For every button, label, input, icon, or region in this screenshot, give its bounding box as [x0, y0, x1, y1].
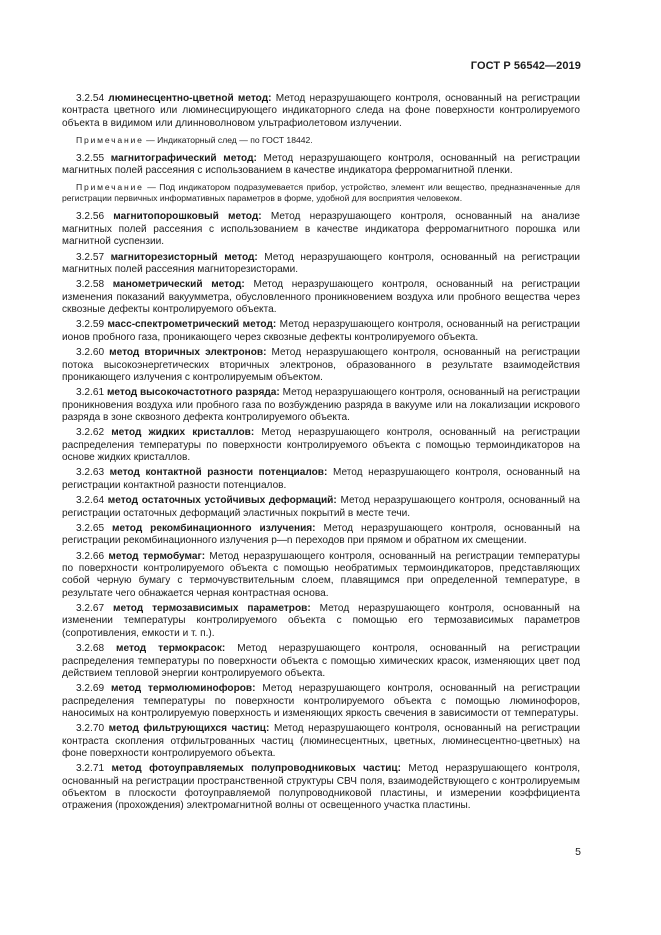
- term-name: манометрический метод:: [112, 279, 245, 291]
- term-number: 3.2.61: [76, 387, 105, 399]
- term-text: Метод неразрушающего контроля, основанный на регистрации распределения температуры по поверхности контролируемого объекта с помощью люминофоров, наносимых на контролируемую поверхность и изменяющих яркость свечения в зависимости от температуры.: [62, 683, 580, 719]
- term-name: магниторезисторный метод:: [110, 251, 258, 263]
- term-definition: [62, 603, 580, 640]
- term-definition: [62, 319, 580, 344]
- term-name: метод жидких кристаллов:: [111, 427, 255, 439]
- term-text: Метод неразрушающего контроля, основанный на регистрации контактной разности потенциалов.: [62, 467, 580, 491]
- term-number: 3.2.57: [76, 251, 105, 263]
- term-name: метод фотоуправляемых полупроводниковых частиц:: [111, 763, 401, 775]
- term-name: метод остаточных устойчивых деформаций:: [107, 495, 337, 507]
- term-name: метод рекомбинационного излучения:: [112, 523, 316, 534]
- term-definition: [62, 93, 580, 130]
- term-definition: [62, 763, 580, 812]
- term-text: Метод неразрушающего контроля, основанный на анализе магнитных полей рассеяния с использованием в качестве индикатора ферромагнитного порошка или магнитной суспензии.: [62, 211, 581, 248]
- term-name: метод термолюминофоров:: [110, 683, 256, 695]
- note-paragraph: [62, 135, 580, 146]
- term-definition: [62, 723, 580, 760]
- term-name: метод контактной разности потенциалов:: [109, 467, 328, 479]
- term-definition: [62, 551, 580, 600]
- note-label: Примечание: [76, 134, 144, 145]
- term-number: 3.2.70: [76, 723, 105, 735]
- term-number: 3.2.69: [76, 683, 105, 695]
- term-name: метод термобумаг:: [108, 550, 206, 562]
- term-text: Метод неразрушающего контроля, основанный на регистрации изменения показаний вакуумметра, обусловленного проникновением воздуха или пробного вещества через сквозные дефекты контролируемого объекта.: [62, 279, 581, 315]
- term-definition: [62, 347, 580, 384]
- term-number: 3.2.63: [76, 467, 105, 479]
- terms-list: [62, 93, 580, 816]
- term-number: 3.2.54: [76, 93, 105, 104]
- term-name: метод высокочастотного разряда:: [106, 387, 280, 399]
- term-text: Метод неразрушающего контроля, основанный на регистрации проникновения воздуха или пробного газа по возбуждению разряда в вакууме или на локализации искрового разряда в зоне сквозного дефекта контролируемого объекта.: [62, 387, 581, 423]
- term-name: магнитографический метод:: [110, 152, 257, 164]
- term-text: Метод неразрушающего контроля, основанный на регистрации магнитных полей рассеяния магниторезисторами.: [62, 251, 581, 275]
- term-number: 3.2.55: [76, 152, 105, 164]
- term-number: 3.2.68: [76, 643, 105, 655]
- term-number: 3.2.71: [76, 763, 105, 775]
- term-definition: [62, 467, 580, 492]
- term-number: 3.2.67: [76, 603, 105, 615]
- term-text: Метод неразрушающего контроля, основанный на регистрации распределения температуры по поверхности контролируемого объекта с помощью термоиндикаторов на основе жидких кристаллов.: [62, 427, 581, 463]
- term-definition: [62, 279, 580, 316]
- standard-header: ГОСТ Р 56542—2019: [470, 60, 581, 72]
- term-name: метод термозависимых параметров:: [113, 603, 311, 615]
- term-text: Метод неразрушающего контроля, основанный на регистрации пространственной структуры СВЧ поля, взаимодействующего с контролируемым объектом в плоскости фотоуправляемой полупроводниковой пластины, и измерении коэффициента отражения (прохождения) электромагнитной волны от освещенного участка пластины.: [62, 763, 580, 812]
- note-text: — Под индикатором подразумевается прибор, устройство, элемент или вещество, предназначенные для регистрации первичных информативных параметров в форме, удобной для восприятия человеком.: [62, 182, 580, 204]
- term-definition: [62, 643, 580, 680]
- term-number: 3.2.59: [76, 319, 105, 331]
- term-definition: [62, 427, 580, 464]
- term-text: Метод неразрушающего контроля, основанный на изменении температуры контролируемого объекта с помощью его термозависимых параметров (сопротивления, емкости и т. п.).: [62, 603, 580, 639]
- term-text: Метод неразрушающего контроля, основанный на регистрации рекомбинационного излучения р—n переходов при прямом и обратном их смещении.: [62, 523, 580, 547]
- term-number: 3.2.58: [76, 279, 105, 291]
- term-name: метод термокрасок:: [116, 643, 226, 655]
- term-name: метод фильтрующихся частиц:: [108, 723, 270, 735]
- term-name: масс-спектрометрический метод:: [107, 319, 277, 331]
- term-text: Метод неразрушающего контроля, основанный на регистрации распределения температуры по поверхности объекта с помощью химических красок, изменяющих цвет под действием тепловой энергии контролируемого объекта.: [62, 643, 581, 679]
- term-number: 3.2.64: [76, 495, 105, 507]
- term-definition: [62, 211, 580, 248]
- term-text: Метод неразрушающего контроля, основанный на регистрации контраста скопления отфильтрованных частиц (люминесцентных, цветных, люминесцентно-цветных) на фоне поверхности контролируемого объекта.: [62, 723, 580, 759]
- term-text: Метод неразрушающего контроля, основанный на регистрации температуры по поверхности контролируемого объекта с помощью необратимых термоиндикаторов, представляющих собой черную бумагу с термочувствительным слоем, плавящимся при определенной температуре, в результате чего обнажается черная контрастная основа.: [62, 550, 580, 599]
- term-definition: [62, 153, 580, 178]
- term-definition: [62, 252, 580, 277]
- term-name: метод вторичных электронов:: [109, 347, 267, 359]
- term-number: 3.2.65: [76, 523, 105, 534]
- note-text: — Индикаторный след — по ГОСТ 18442.: [146, 134, 313, 145]
- term-name: магнитопорошковый метод:: [113, 211, 262, 223]
- term-definition: [62, 523, 580, 548]
- term-text: Метод неразрушающего контроля, основанный на регистрации магнитных полей рассеяния с использованием в качестве индикатора ферромагнитной пленки.: [62, 152, 581, 177]
- term-name: люминесцентно-цветной метод:: [108, 93, 272, 104]
- term-text: Метод неразрушающего контроля, основанный на регистрации потока высокоэнергетических вторичных электронов, образованного в результате взаимодействия проникающего излучения с контролируемым объектом.: [62, 347, 580, 383]
- term-number: 3.2.62: [76, 427, 105, 439]
- term-number: 3.2.66: [76, 550, 105, 562]
- term-definition: [62, 387, 580, 424]
- note-paragraph: [62, 182, 580, 204]
- note-label: Примечание: [76, 182, 144, 193]
- term-definition: [62, 683, 580, 720]
- term-text: Метод неразрушающего контроля, основанный на регистрации остаточных деформаций эластичных покрытий в месте течи.: [62, 495, 580, 519]
- term-text: Метод неразрушающего контроля, основанный на регистрации ионов пробного газа, проникающего через сквозные дефекты контролируемого объекта.: [62, 319, 580, 343]
- page-number: 5: [575, 846, 581, 858]
- term-number: 3.2.60: [76, 347, 105, 359]
- term-definition: [62, 495, 580, 520]
- term-number: 3.2.56: [76, 211, 105, 223]
- term-text: Метод неразрушающего контроля, основанный на регистрации контраста цветного или люминесцирующего индикаторного следа на фоне поверхности контролируемого объекта в видимом или длинноволновом ультрафиолетовом излучении.: [62, 93, 580, 129]
